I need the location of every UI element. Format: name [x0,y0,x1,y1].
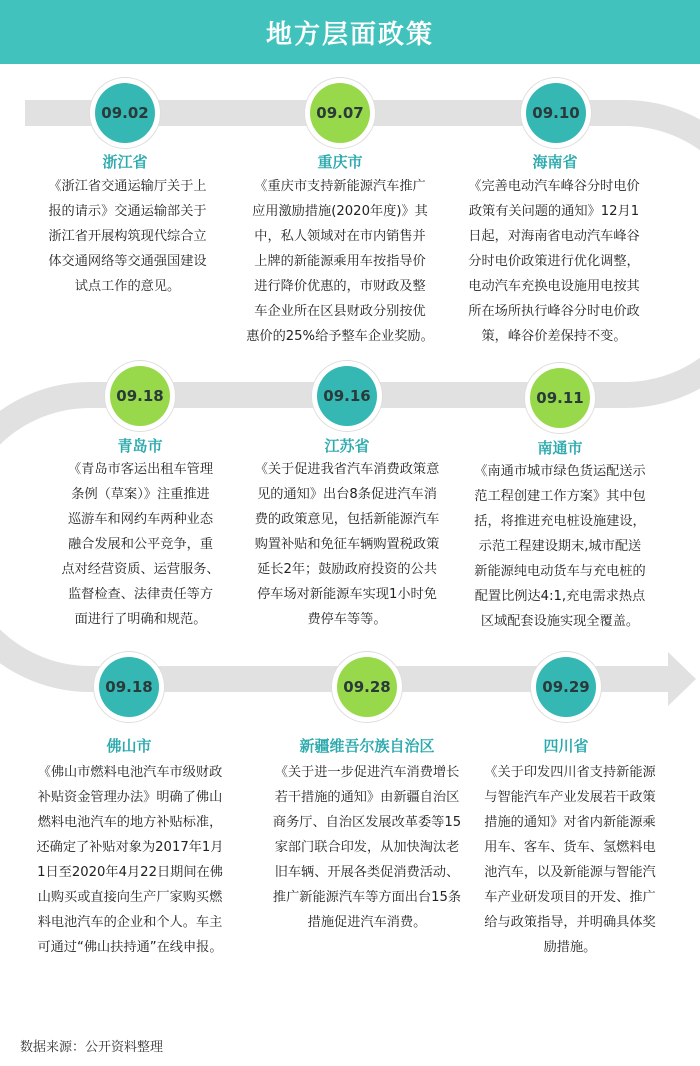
region-title-foshan: 佛山市 [106,737,152,755]
description-line: 池汽车，以及新能源与智能汽 [484,865,656,880]
date-label: 09.16 [317,366,377,426]
description-line: 停车场对新能源车实现1小时免 [257,587,437,602]
description-line: 范工程创建工作方案》其中包 [474,489,646,504]
description-line: 浙江省开展构筑现代综合立 [48,229,207,244]
description-line: 应用激励措施(2020年度)》其 [252,204,428,219]
page-title: 地方层面政策 [265,19,434,50]
description-line: 励措施。 [543,940,597,955]
description-line: 《重庆市支持新能源汽车推广 [254,179,426,194]
date-circle-hainan [521,78,591,148]
description-line: 家部门联合印发，从加快淘汰老 [274,840,460,855]
description-line: 补贴资金管理办法》明确了佛山 [37,790,223,805]
date-circle-nantong [525,363,595,433]
description-line: 《完善电动汽车峰谷分时电价 [468,179,640,194]
description-line: 与智能汽车产业发展若干政策 [484,790,656,805]
region-title-nantong: 南通市 [537,439,583,457]
description-line: 括，将推进充电桩设施建设， [474,514,646,529]
description-line: 面进行了明确和规范。 [74,612,207,627]
date-label: 09.07 [310,83,370,143]
description-line: 点对经营资质、运营服务、 [61,562,220,577]
description-line: 所在场所执行峰谷分时电价政 [468,304,640,319]
timeline-arrowhead [668,652,696,706]
description-line: 条例（草案）》注重推进 [71,487,210,502]
description-line: 车企业所在区县财政分别按优 [254,304,426,319]
event-description-hainan [452,174,656,349]
description-line: 给与政策指导，并明确具体奖 [484,915,656,930]
event-description-xinjiang [264,760,470,935]
description-line: 购置补贴和免征车辆购置税政策 [254,537,440,552]
date-circle-qingdao [105,361,175,431]
date-circle-zhejiang [90,78,160,148]
description-line: 可通过“佛山扶持通”在线申报。 [37,940,223,955]
date-label: 09.18 [110,366,170,426]
description-line: 《关于进一步促进汽车消费增长 [274,765,460,780]
description-line: 燃料电池汽车的地方补贴标准， [37,815,223,830]
description-line: 分时电价政策进行优化调整， [468,254,640,269]
region-title-sichuan: 四川省 [543,737,589,755]
description-line: 巡游车和网约车两种业态 [67,512,214,527]
description-line: 若干措施的通知》由新疆自治区 [274,790,460,805]
description-line: 见的通知》出台8条促进汽车消 [257,487,437,502]
event-description-jiangsu [247,457,447,632]
description-line: 措施促进汽车消费。 [307,915,427,930]
description-line: 推广新能源汽车等方面出台15条 [272,890,462,905]
description-line: 区域配套设施实现全覆盖。 [480,614,640,629]
event-description-foshan [28,760,232,960]
description-line: 《佛山市燃料电池汽车市级财政 [37,765,223,780]
description-line: 监督检查、法律责任等方 [67,587,214,602]
description-line: 商务厅、自治区发展改革委等15 [272,815,462,830]
description-line: 《关于促进我省汽车消费政策意 [254,462,440,477]
event-description-sichuan [470,760,670,960]
description-line: 试点工作的意见。 [74,279,181,294]
description-line: 策，峰谷价差保持不变。 [481,329,627,344]
description-line: 融合发展和公平竞争，重 [67,537,214,552]
description-line: 《关于印发四川省支持新能源 [484,765,656,780]
event-description-nantong [458,459,662,634]
description-line: 用车、客车、货车、氢燃料电 [484,840,656,855]
region-title-chongqing: 重庆市 [317,153,363,171]
description-line: 政策有关问题的通知》12月1 [468,204,640,219]
region-title-jiangsu: 江苏省 [324,437,370,455]
description-line: 《浙江省交通运输厅关于上 [48,179,207,194]
description-line: 示范工程建设期末,城市配送 [478,539,642,554]
date-label: 09.02 [95,83,155,143]
description-line: 旧车辆、开展各类促消费活动、 [274,865,460,880]
event-description-qingdao [53,457,228,632]
description-line: 《青岛市客运出租车管理 [67,462,214,477]
data-source-note: 数据来源：公开资料整理 [20,1040,164,1055]
date-label: 09.11 [530,368,590,428]
description-line: 报的请示》交通运输部关于 [48,204,207,219]
description-line: 中，私人领域对在市内销售并 [254,229,426,244]
description-line: 1日至2020年4月22日期间在佛 [37,865,223,880]
description-line: 还确定了补贴对象为2017年1月 [36,840,224,855]
region-title-zhejiang: 浙江省 [102,153,148,171]
date-circle-jiangsu [312,361,382,431]
region-title-qingdao: 青岛市 [117,437,163,455]
date-label: 09.10 [526,83,586,143]
description-line: 进行降价优惠的，市财政及整 [254,279,426,294]
date-label: 09.18 [99,657,159,717]
date-circle-foshan [94,652,164,722]
region-title-hainan: 海南省 [532,153,578,171]
description-line: 体交通网络等交通强国建设 [48,254,207,269]
description-line: 措施的通知》对省内新能源乘 [484,815,656,830]
date-circle-sichuan [531,652,601,722]
description-line: 电动汽车充换电设施用电按其 [468,279,640,294]
description-line: 《南通市城市绿色货运配送示 [474,464,646,479]
description-line: 车产业研发项目的开发、推广 [484,890,656,905]
description-line: 山购买或直接向生产厂家购买燃 [37,890,223,905]
event-description-zhejiang [35,174,220,299]
description-line: 惠价的25%给予整车企业奖励。 [246,329,434,344]
date-label: 09.28 [337,657,397,717]
description-line: 料电池汽车的企业和个人。车主 [37,915,223,930]
description-line: 费停车等等。 [307,612,387,627]
date-circle-xinjiang [332,652,402,722]
description-line: 上牌的新能源乘用车按指导价 [254,254,426,269]
description-line: 新能源纯电动货车与充电桩的 [474,564,646,579]
region-title-xinjiang: 新疆维吾尔族自治区 [299,737,435,755]
description-line: 日起，对海南省电动汽车峰谷 [468,229,640,244]
description-line: 配置比例达4:1,充电需求热点 [474,589,646,604]
date-circle-chongqing [305,78,375,148]
date-label: 09.29 [536,657,596,717]
event-description-chongqing [240,174,440,349]
description-line: 费的政策意见，包括新能源汽车 [254,512,440,527]
description-line: 延长2年；鼓励政府投资的公共 [257,562,437,577]
